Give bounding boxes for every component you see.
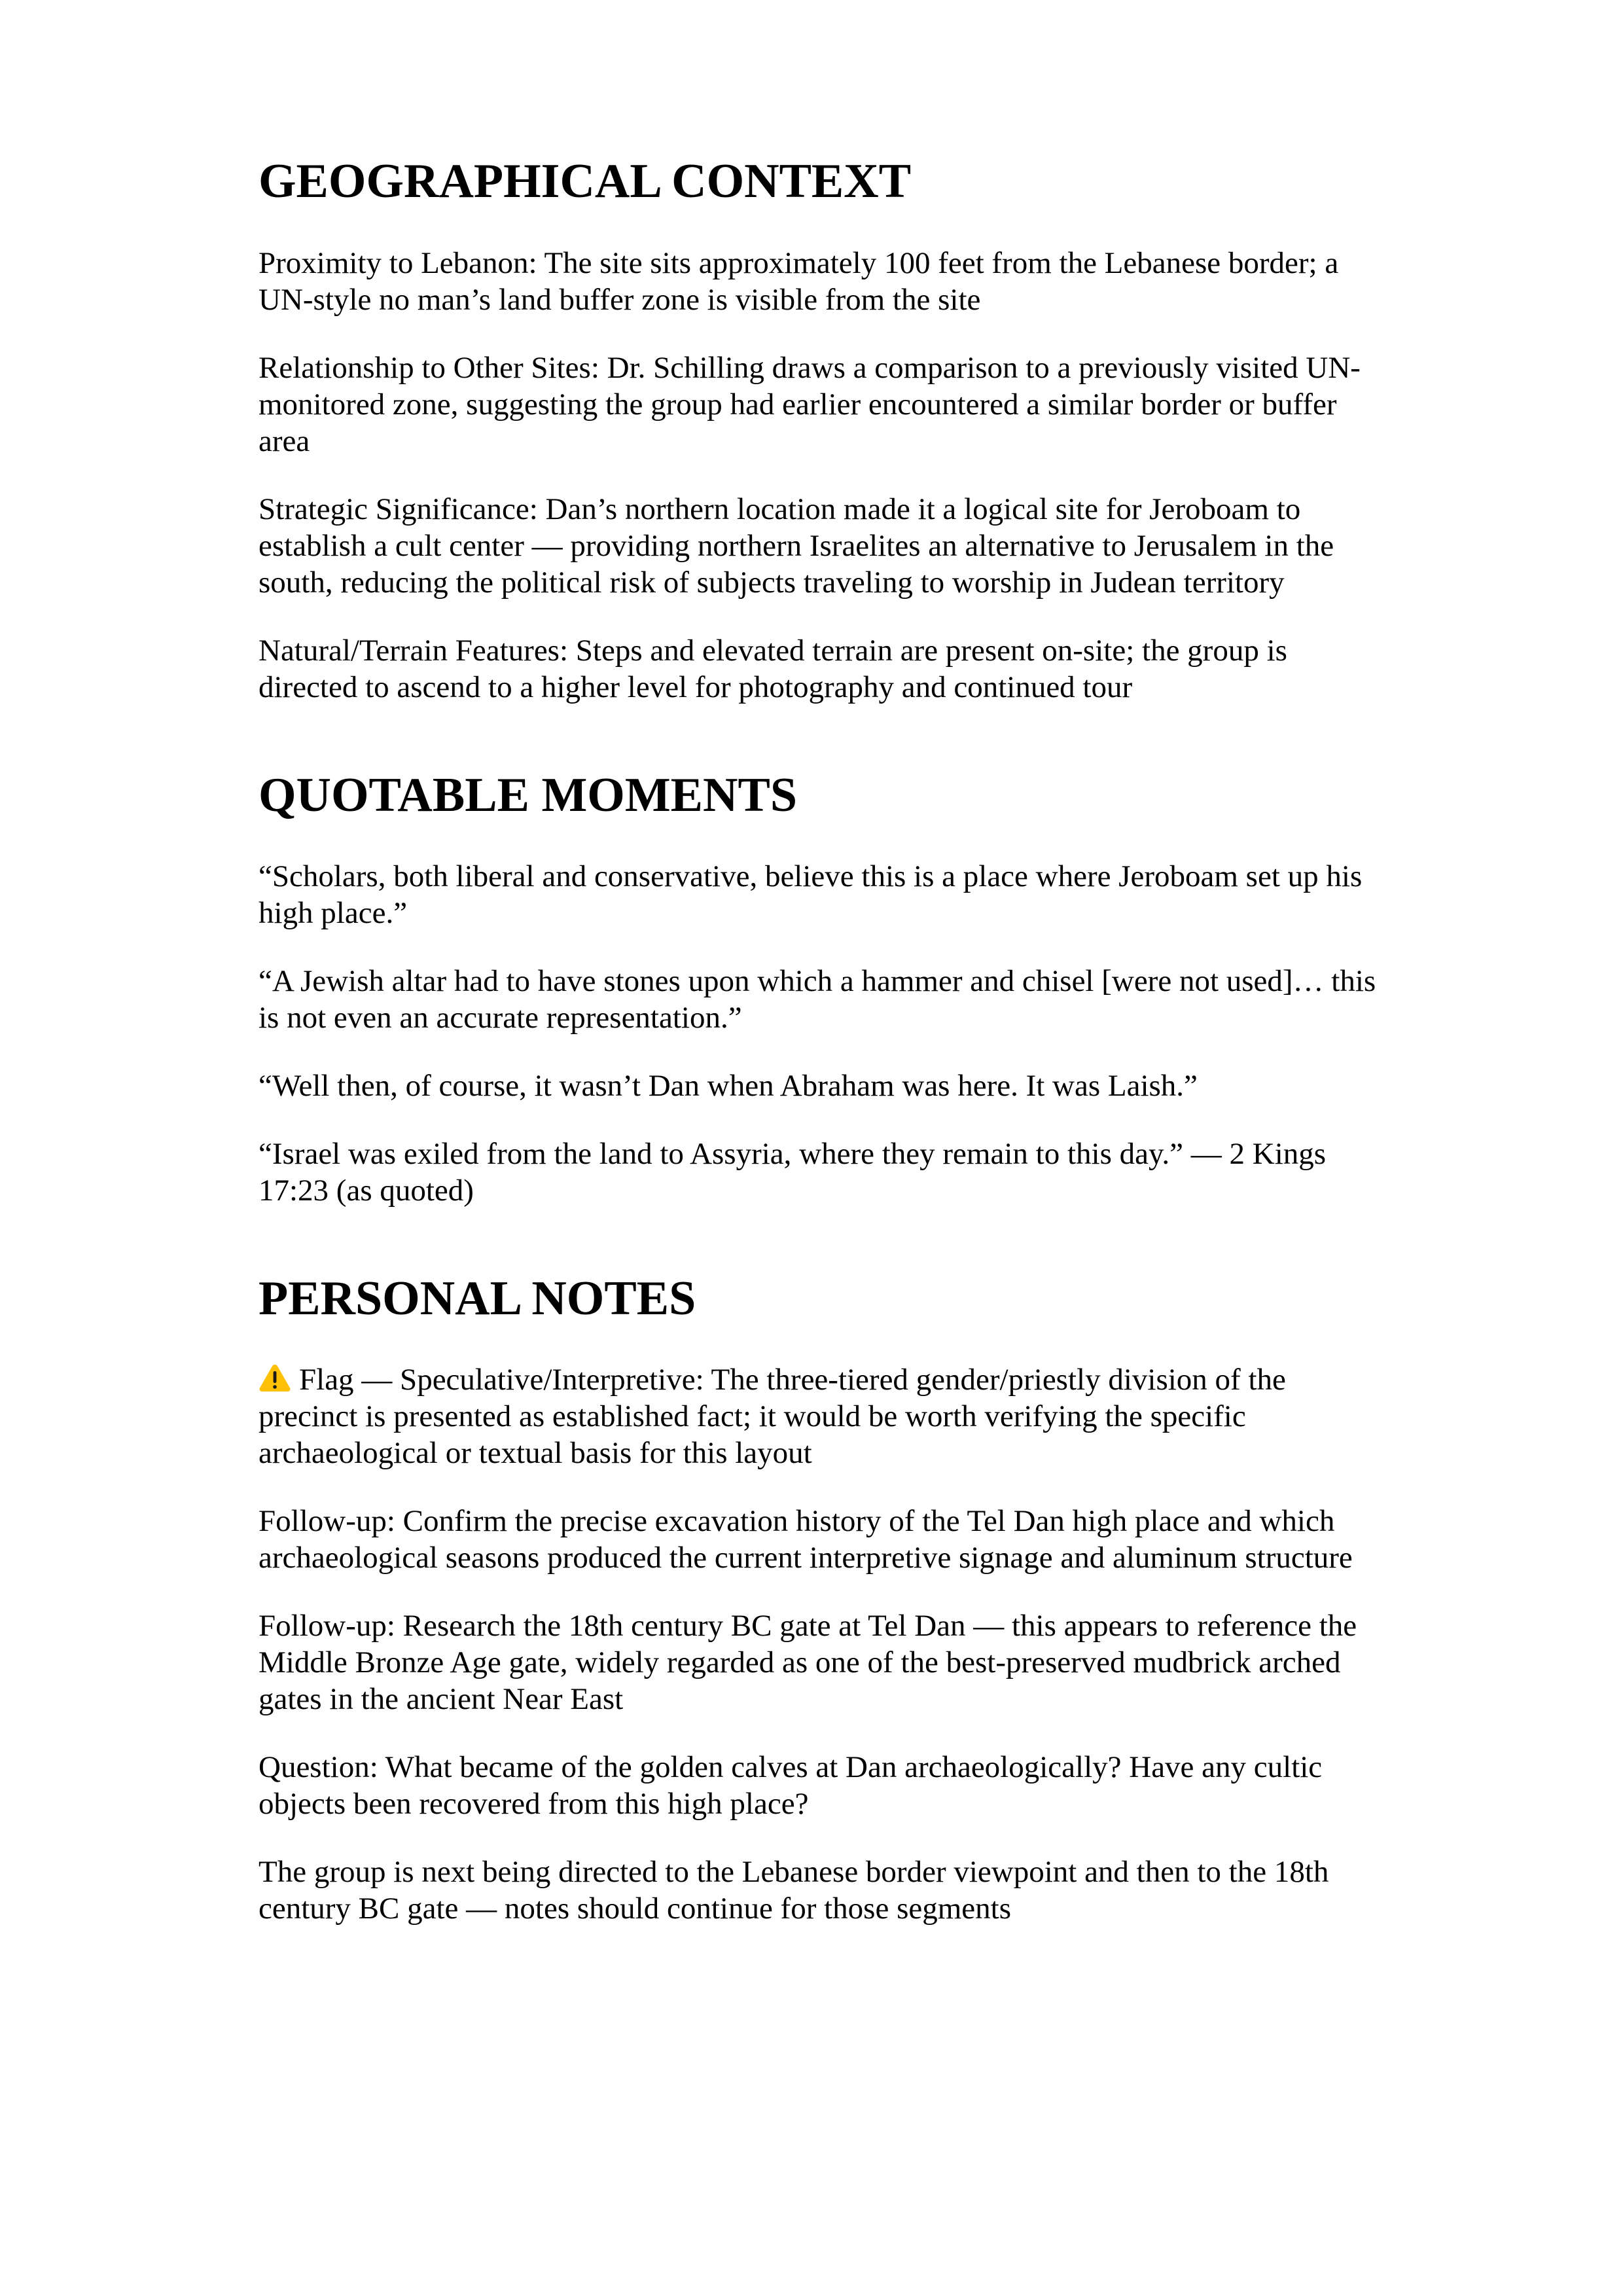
paragraph-proximity: Proximity to Lebanon: The site sits approximately 100 feet from the Lebanese border; a UN-style no man’s land buffer zone is visible from the site — [259, 246, 1339, 317]
section-personal-notes — [259, 1270, 1391, 1927]
question-golden-calves: Question: What became of the golden calves at Dan archaeologically? Have any cultic objects been recovered from this high place? — [259, 1750, 1323, 1821]
flag-note — [259, 1361, 1391, 1471]
paragraph-relationship: Relationship to Other Sites: Dr. Schilling draws a comparison to a previously visited UN-monitored zone, suggesting the group had earlier encountered a similar border or buffer area — [259, 351, 1361, 458]
section-heading: QUOTABLE MOMENTS — [259, 768, 797, 822]
followup-excavation-history: Follow-up: Confirm the precise excavation history of the Tel Dan high place and which archaeological seasons produced the current interpretive signage and aluminum structure — [259, 1504, 1353, 1575]
paragraph-terrain-features: Natural/Terrain Features: Steps and elevated terrain are present on-site; the group is directed to ascend to a higher level for photography and continued tour — [259, 634, 1287, 704]
quote-item: “Well then, of course, it wasn’t Dan when Abraham was here. It was Laish.” — [259, 1069, 1198, 1103]
section-heading: GEOGRAPHICAL CONTEXT — [259, 154, 912, 208]
flag-note-text: Flag — Speculative/Interpretive: The three-tiered gender/priestly division of the precinct is presented as established fact; it would be worth verifying the specific archaeological or textual basis for this layout — [259, 1363, 1286, 1470]
section-quotable-moments — [259, 766, 1391, 1209]
paragraph-strategic-significance: Strategic Significance: Dan’s northern location made it a logical site for Jeroboam to establish a cult center — providing northern Israelites an alternative to Jerusalem in the south, reducing the political risk of subjects traveling to worship in Judean territory — [259, 492, 1334, 600]
warning-icon — [259, 1363, 291, 1392]
quote-item: “A Jewish altar had to have stones upon which a hammer and chisel [were not used]… this is not even an accurate representation.” — [259, 964, 1376, 1035]
next-steps-note: The group is next being directed to the Lebanese border viewpoint and then to the 18th century BC gate — notes should continue for those segments — [259, 1855, 1329, 1926]
section-geographical-context — [259, 0, 1391, 706]
followup-gate-research: Follow-up: Research the 18th century BC gate at Tel Dan — this appears to reference the Middle Bronze Age gate, widely regarded as one of the best-preserved mudbrick arched gates in the ancient Near East — [259, 1609, 1357, 1716]
quote-item: “Israel was exiled from the land to Assyria, where they remain to this day.” — 2 Kings 17:23 (as quoted) — [259, 1137, 1327, 1208]
quote-item: “Scholars, both liberal and conservative, believe this is a place where Jeroboam set up his high place.” — [259, 859, 1363, 930]
section-heading: PERSONAL NOTES — [259, 1272, 696, 1325]
document-page — [259, 0, 1391, 1927]
